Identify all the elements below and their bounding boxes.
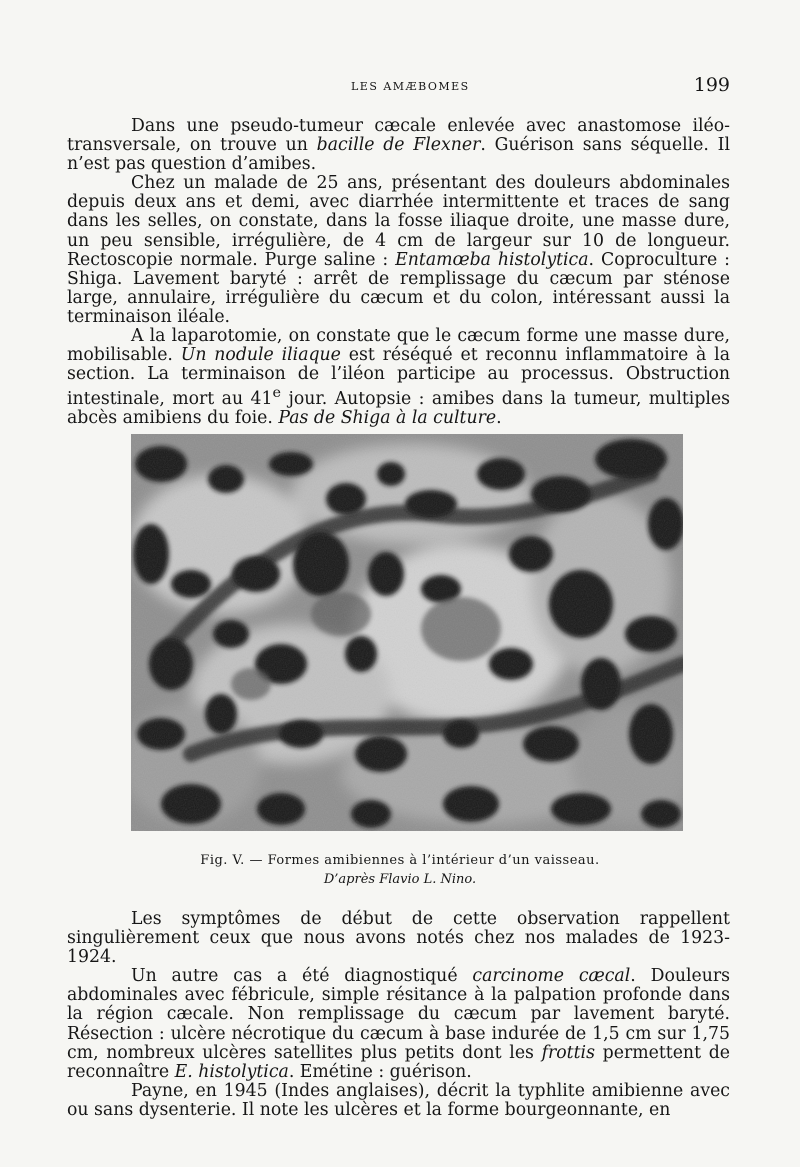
paragraph-2 [67, 174, 730, 327]
micrograph-image [131, 434, 683, 831]
paragraph-text: permettent de reconnaître [67, 1042, 730, 1082]
micrograph-figure [131, 434, 683, 831]
paragraph-text: . Douleurs abdominales avec fébricule, simple résitance à la palpation profonde dans la région cæcale. Non remplissage du cæcum par lavement baryté. Résection : ulcère nécrotique du cæcum à base indurée de 1,5 cm sur 1,75 cm, nombreux ulcères satellites plus petits dont les [67, 966, 730, 1063]
italic-term: Entamœba histolytica [395, 249, 589, 270]
figure-credit: D’après Flavio L. Nino. [323, 872, 477, 887]
paragraph-text: est réséqué et reconnu inflammatoire à la section. La terminaison de l’iléon participe au processus. Obstruction intestinale, mort au 41 [67, 345, 731, 410]
paragraph-1 [67, 117, 730, 174]
italic-term: carcinome cæcal [472, 966, 631, 987]
paragraph-text: . Emétine : guérison. [288, 1061, 472, 1082]
paragraph-text: . [496, 408, 502, 429]
figure-caption: Fig. V. — Formes amibiennes à l’intérieur d’un vaisseau. [200, 853, 600, 868]
paragraph-4 [67, 910, 730, 967]
body-text-bottom [67, 910, 730, 1120]
paragraph-text: Dans une pseudo-tumeur cæcale enlevée avec anastomose iléo-transversale, on trouve un [67, 116, 730, 156]
italic-term: frottis [541, 1042, 595, 1063]
paragraph-text: jour. Autopsie : amibes dans la tumeur, multiples abcès amibiens du foie. [67, 389, 730, 429]
paragraph-5 [67, 967, 730, 1082]
italic-term: Pas de Shiga à la culture [278, 408, 497, 429]
paragraph-text: A la laparotomie, on constate que le cæcum forme une masse dure, mobilisable. [67, 326, 730, 366]
page-number: 199 [693, 74, 730, 96]
paragraph-3 [67, 327, 730, 428]
italic-term: Un nodule iliaque [180, 345, 341, 366]
body-text-top [67, 117, 730, 428]
paragraph-text: Un autre cas a été diagnostiqué [131, 966, 473, 987]
paragraph-text: Chez un malade de 25 ans, présentant des douleurs abdominales depuis deux ans et demi, avec diarrhée intermittente et traces de sang dans les selles, on constate, dans la fosse iliaque droite, une masse dure, un peu sensible, irrégulière, de 4 cm de largeur sur 10 de longueur. Rectoscopie normale. Purge saline : [67, 173, 730, 270]
paragraph-text: . Guérison sans séquelle. Il n’est pas question d’amibes. [67, 135, 730, 175]
paragraph-text: Les symptômes de début de cette observation rappellent singulièrement ceux que nous avons notés chez nos malades de 1923-1924. [67, 909, 730, 968]
running-header [135, 76, 730, 98]
ordinal-suffix: e [272, 385, 282, 402]
paragraph-6 [67, 1082, 730, 1120]
paragraph-text: . Coproculture : Shiga. Lavement baryté : arrêt de remplissage du cæcum par sténose large, annulaire, irrégulière du cæcum et du colon, intéressant aussi la terminaison iléale. [67, 249, 730, 327]
italic-term: bacille de Flexner [316, 135, 481, 156]
italic-term: E. histolytica [174, 1061, 289, 1082]
paragraph-text: Payne, en 1945 (Indes anglaises), décrit la typhlite amibienne avec ou sans dysenterie. Il note les ulcères et la forme bourgeonnante, en [67, 1080, 730, 1120]
running-title: LES AMÆBOMES [351, 80, 470, 93]
